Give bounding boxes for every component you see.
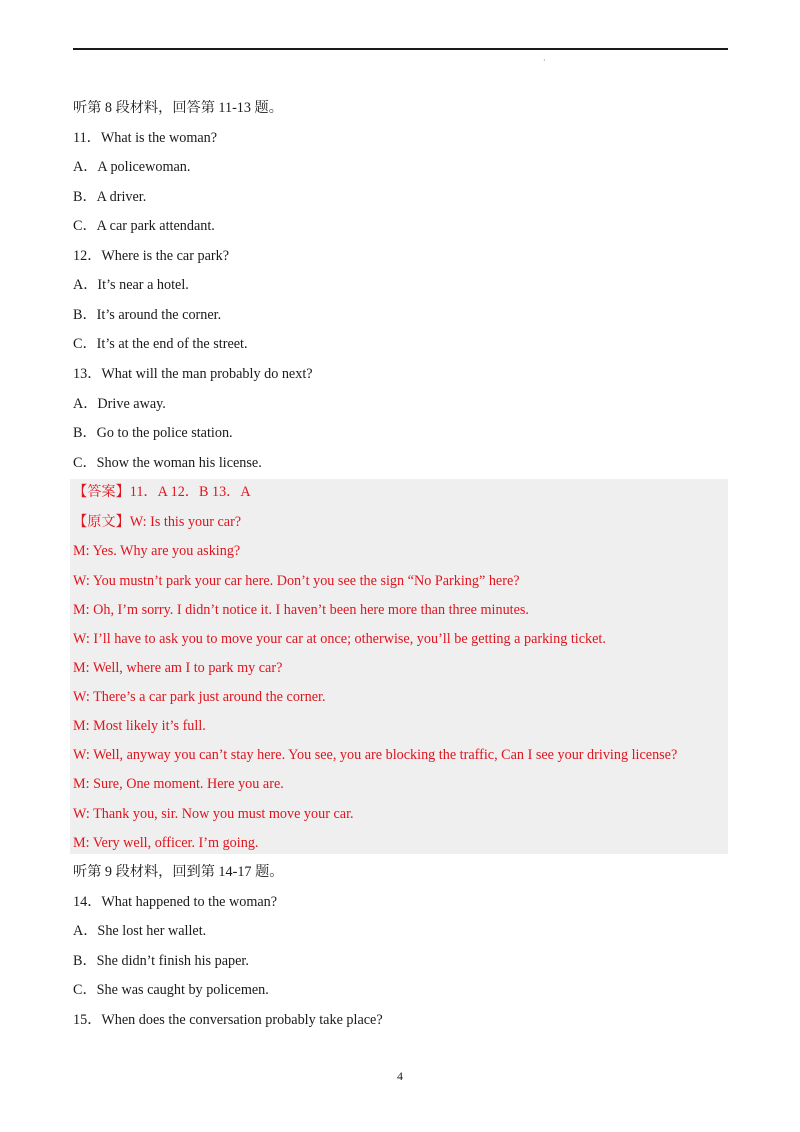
- answer-line: M: Well, where am I to park my car?: [73, 660, 283, 676]
- question-line: B．Go to the police station.: [73, 425, 233, 441]
- question-line: B．It’s around the corner.: [73, 307, 222, 323]
- answer-line: 【原文】W: Is this your car?: [73, 514, 242, 530]
- answer-line: M: Oh, I’m sorry. I didn’t notice it. I haven’t been here more than three minutes.: [73, 602, 529, 618]
- question-line: C．Show the woman his license.: [73, 455, 262, 471]
- question-line: B．A driver.: [73, 189, 147, 205]
- answer-line: W: You mustn’t park your car here. Don’t you see the sign “No Parking” here?: [73, 573, 520, 589]
- question-line: A．It’s near a hotel.: [73, 277, 189, 293]
- question-line: 13．What will the man probably do next?: [73, 366, 313, 382]
- question-line: 15．When does the conversation probably take place?: [73, 1012, 383, 1028]
- question-line: A．She lost her wallet.: [73, 923, 207, 939]
- question-line: B．She didn’t finish his paper.: [73, 953, 249, 969]
- answer-line: W: There’s a car park just around the corner.: [73, 689, 326, 705]
- question-line: 11．What is the woman?: [73, 130, 218, 146]
- question-line: C．It’s at the end of the street.: [73, 336, 248, 352]
- answer-line: W: Thank you, sir. Now you must move your car.: [73, 806, 354, 822]
- answer-line: 【答案】11．A 12．B 13．A: [73, 484, 251, 500]
- answer-line: M: Yes. Why are you asking?: [73, 543, 241, 559]
- question-line: C．She was caught by policemen.: [73, 982, 269, 998]
- question-line: C．A car park attendant.: [73, 218, 215, 234]
- question-line: A．A policewoman.: [73, 159, 191, 175]
- question-line: A．Drive away.: [73, 396, 166, 412]
- answer-line: M: Most likely it’s full.: [73, 718, 206, 734]
- answer-line: M: Sure, One moment. Here you are.: [73, 776, 284, 792]
- question-line: 听第 8 段材料，回答第 11-13 题。: [73, 100, 283, 116]
- question-line: 听第 9 段材料，回到第 14-17 题。: [73, 864, 284, 880]
- header-mark: ·: [543, 56, 546, 65]
- question-line: 14．What happened to the woman?: [73, 894, 278, 910]
- header-rule: [73, 48, 728, 50]
- answer-line: W: I’ll have to ask you to move your car at once; otherwise, you’ll be getting a parking ticket.: [73, 631, 606, 647]
- question-line: 12．Where is the car park?: [73, 248, 229, 264]
- page-number: 4: [397, 1069, 403, 1083]
- answer-line: W: Well, anyway you can’t stay here. You see, you are blocking the traffic, Can I see your driving license?: [73, 747, 678, 763]
- answer-line: M: Very well, officer. I’m going.: [73, 835, 259, 851]
